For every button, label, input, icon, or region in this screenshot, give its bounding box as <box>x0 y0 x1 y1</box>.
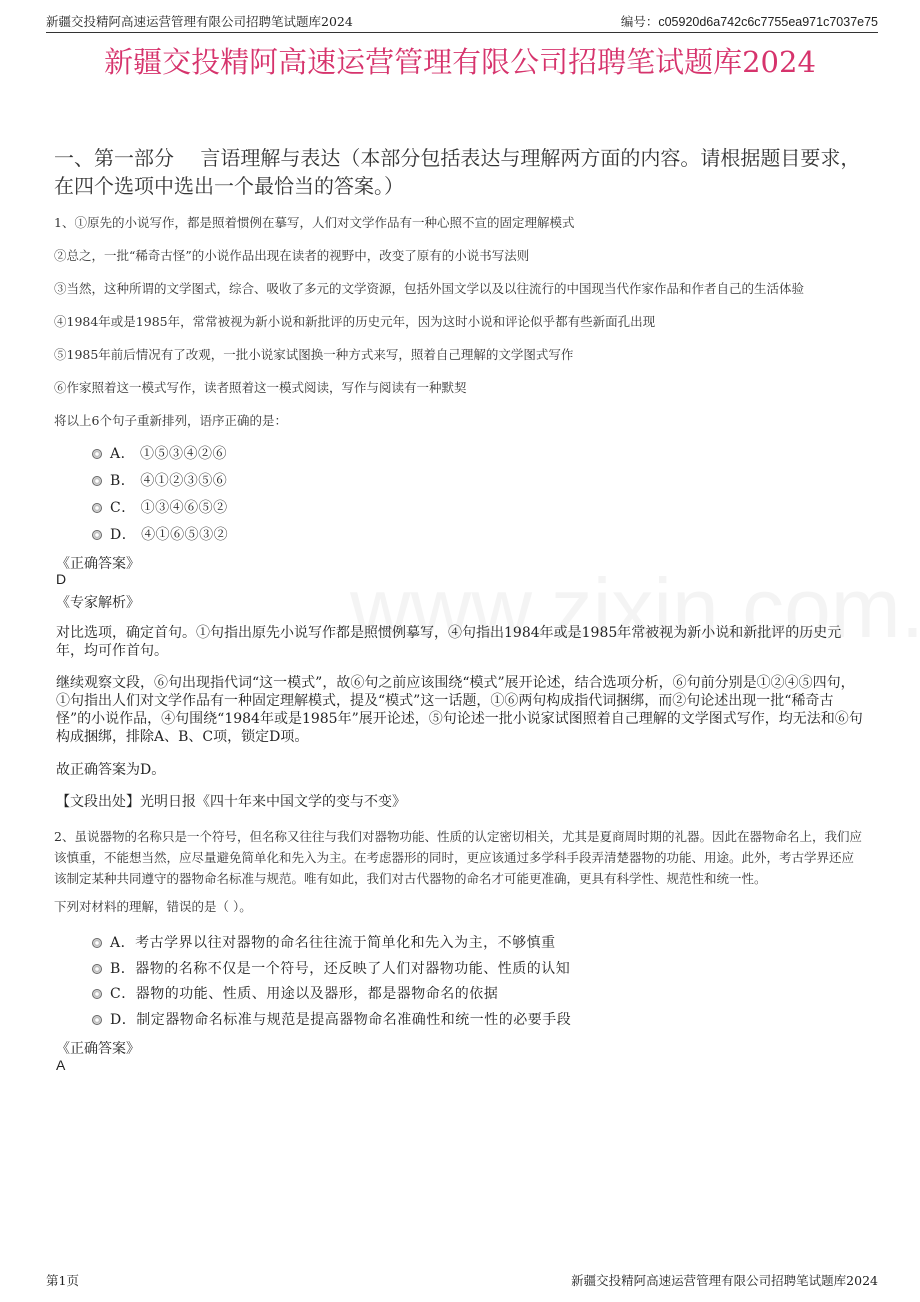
q1-sentence-6: ⑥作家照着这一模式写作，读者照着这一模式阅读，写作与阅读有一种默契 <box>54 380 467 395</box>
q2-option-a[interactable]: A．考古学界以往对器物的命名往往流于简单化和先入为主，不够慎重 <box>92 932 556 952</box>
q2-answer-label: 《正确答案》 <box>56 1041 140 1057</box>
q1-option-c[interactable]: C． ①③④⑥⑤② <box>92 497 228 517</box>
q1-sentence-4: ④1984年或是1985年，常常被视为新小说和新批评的历史元年，因为这时小说和评论似乎都有些新面孔出现 <box>54 314 656 329</box>
radio-icon[interactable] <box>92 964 102 974</box>
page-number: 第1页 <box>46 1273 79 1288</box>
document-title: 新疆交投精阿高速运营管理有限公司招聘笔试题库2024 <box>104 45 816 79</box>
q2-option-b[interactable]: B．器物的名称不仅是一个符号，还反映了人们对器物功能、性质的认知 <box>92 958 570 978</box>
q1-sentence-2: ②总之，一批“稀奇古怪”的小说作品出现在读者的视野中，改变了原有的小说书写法则 <box>54 248 530 263</box>
q2-option-c[interactable]: C．器物的功能、性质、用途以及器形，都是器物命名的依据 <box>92 983 498 1003</box>
page-header <box>46 10 878 33</box>
q1-option-b[interactable]: B． ④①②③⑤⑥ <box>92 470 227 490</box>
q1-prompt: 将以上6个句子重新排列，语序正确的是： <box>54 413 287 428</box>
header-title: 新疆交投精阿高速运营管理有限公司招聘笔试题库2024 <box>46 14 353 29</box>
header-serial: 编号：c05920d6a742c6c7755ea971c7037e75 <box>620 15 878 29</box>
radio-icon[interactable] <box>92 938 102 948</box>
q1-answer: D <box>56 571 67 587</box>
radio-icon[interactable] <box>92 530 102 540</box>
radio-icon[interactable] <box>92 476 102 486</box>
q1-option-a[interactable]: A． ①⑤③④②⑥ <box>92 443 227 463</box>
radio-icon[interactable] <box>92 989 102 999</box>
q1-analysis-paragraph-2: 继续观察文段，⑥句出现指代词“这一模式”，故⑥句之前应该围绕“模式”展开论述，结合选项分析，⑥句前分别是①②④⑤四句，①句指出人们对文学作品有一种固定理解模式，提及“模式”这一话题，①⑥两句构成指代词捆绑，而②句论述出现一批“稀奇古怪”的小说作品，④句围绕“1984年或是1985年”展开论述，⑤句论述一批小说家试图照着自己理解的文学图式写作，均无法和⑥句构成捆绑，排除A、B、C项，锁定D项。 <box>56 675 863 745</box>
q1-answer-label: 《正确答案》 <box>56 556 140 572</box>
q1-analysis-paragraph-1: 对比选项，确定首句。①句指出原先小说写作都是照惯例摹写，④句指出1984年或是1985年常被视为新小说和新批评的历史元年，均可作首句。 <box>56 625 842 659</box>
q2-answer: A <box>56 1057 66 1073</box>
footer-title: 新疆交投精阿高速运营管理有限公司招聘笔试题库2024 <box>571 1273 878 1288</box>
radio-icon[interactable] <box>92 503 102 513</box>
q1-option-d[interactable]: D． ④①⑥⑤③② <box>92 524 228 544</box>
q1-sentence-5: ⑤1985年前后情况有了改观，一批小说家试图换一种方式来写，照着自己理解的文学图式写作 <box>54 347 574 362</box>
q2-text: 2、虽说器物的名称只是一个符号，但名称又往往与我们对器物功能、性质的认定密切相关，尤其是夏商周时期的礼器。因此在器物命名上，我们应该慎重，不能想当然，应尽量避免简单化和先入为主。在考虑器形的同时，更应该通过多学科手段弄清楚器物的功能、用途。此外，考古学界还应该制定某种共同遵守的器物命名标准与规范。唯有如此，我们对古代器物的命名才可能更准确，更具有科学性、规范性和统一性。 <box>54 829 862 886</box>
q1-sentence-3: ③当然，这种所谓的文学图式，综合、吸收了多元的文学资源，包括外国文学以及以往流行的中国现当代作家作品和作者自己的生活体验 <box>54 281 805 296</box>
q2-prompt: 下列对材料的理解，错误的是（ ）。 <box>54 899 252 914</box>
section-heading: 一、第一部分 言语理解与表达（本部分包括表达与理解两方面的内容。请根据题目要求，在四个选项中选出一个最恰当的答案。） <box>54 146 861 198</box>
q1-analysis-paragraph-3: 故正确答案为D。 <box>56 762 166 778</box>
q1-sentence-1: 1、①原先的小说写作，都是照着惯例在摹写，人们对文学作品有一种心照不宣的固定理解模式 <box>54 215 575 230</box>
q2-option-d[interactable]: D．制定器物命名标准与规范是提高器物命名准确性和统一性的必要手段 <box>92 1009 571 1029</box>
q1-analysis-label: 《专家解析》 <box>56 595 140 611</box>
radio-icon[interactable] <box>92 1015 102 1025</box>
radio-icon[interactable] <box>92 449 102 459</box>
q1-source: 【文段出处】光明日报《四十年来中国文学的变与不变》 <box>56 794 406 810</box>
